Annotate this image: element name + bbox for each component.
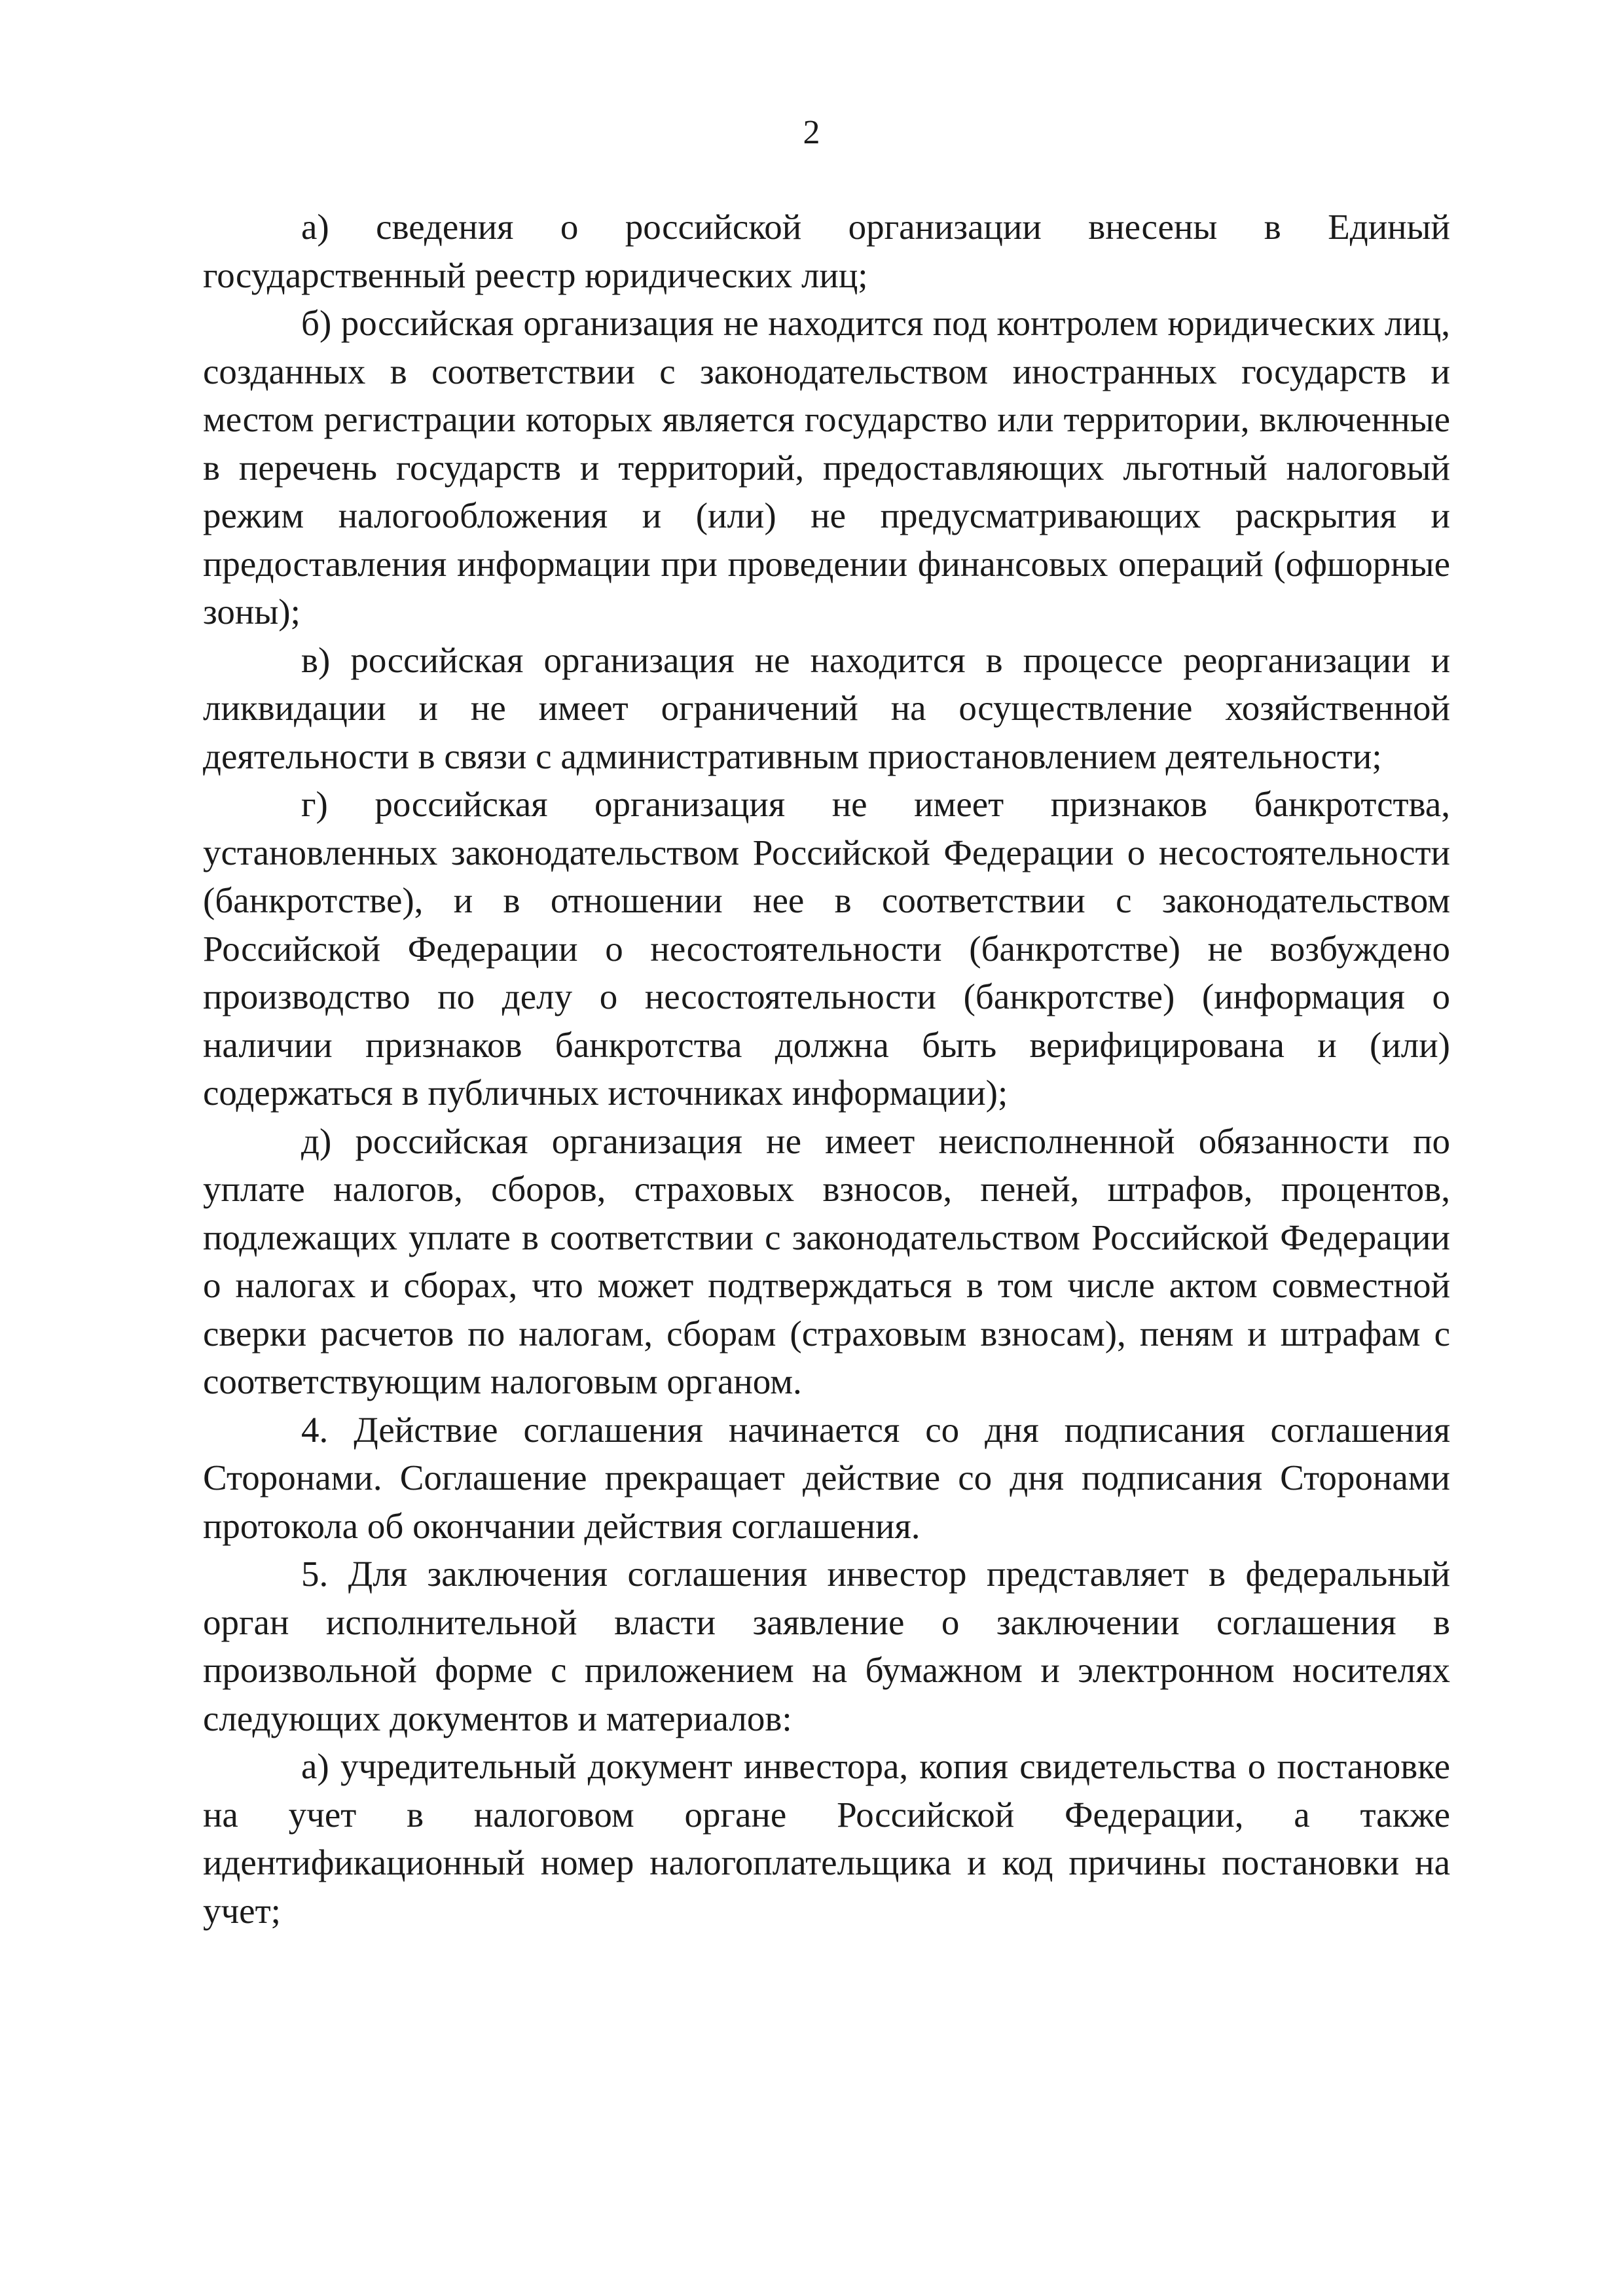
page-number: 2 xyxy=(803,114,820,151)
paragraph-clause-5-item-a: а) учредительный документ инвестора, копия свидетельства о постановке на учет в налоговом органе Российской Федерации, а также идентификационный номер налогоплательщика и код причины постановки на учет; xyxy=(203,1746,1450,1931)
paragraph-item-g: г) российская организация не имеет признаков банкротства, установленных законодательством Российской Федерации о несостоятельности (банкротстве), и в отношении нее в соответствии с законодательством Российской Федерации о несостоятельности (банкротстве) не возбуждено производство по делу о несостоятельности (банкротстве) (информация о наличии признаков банкротства должна быть верифицирована и (или) содержаться в публичных источниках информации); xyxy=(203,784,1450,1113)
paragraph-clause-5: 5. Для заключения соглашения инвестор представляет в федеральный орган исполнительной власти заявление о заключении соглашения в произвольной форме с приложением на бумажном и электронном носителях следующих документов и материалов: xyxy=(203,1554,1450,1738)
paragraph-item-a: а) сведения о российской организации внесены в Единый государственный реестр юридических лиц; xyxy=(203,207,1450,295)
paragraph-item-d: д) российская организация не имеет неисполненной обязанности по уплате налогов, сборов, страховых взносов, пеней, штрафов, процентов, подлежащих уплате в соответствии с законодательством Российской Федерации о налогах и сборах, что может подтверждаться в том числе актом совместной сверки расчетов по налогам, сборам (страховым взносам), пеням и штрафам с соответствующим налоговым органом. xyxy=(203,1121,1450,1401)
document-body xyxy=(203,203,1450,1935)
paragraph-item-v: в) российская организация не находится в процессе реорганизации и ликвидации и не имеет ограничений на осуществление хозяйственной деятельности в связи с административным приостановлением деятельности; xyxy=(203,639,1450,776)
paragraph-clause-4: 4. Действие соглашения начинается со дня подписания соглашения Сторонами. Соглашение прекращает действие со дня подписания Сторонами протокола об окончании действия соглашения. xyxy=(203,1409,1450,1546)
paragraph-item-b: б) российская организация не находится под контролем юридических лиц, созданных в соответствии с законодательством иностранных государств и местом регистрации которых является государство или территории, включенные в перечень государств и территорий, предоставляющих льготный налоговый режим налогообложения и (или) не предусматривающих раскрытия и предоставления информации при проведении финансовых операций (офшорные зоны); xyxy=(203,303,1450,632)
